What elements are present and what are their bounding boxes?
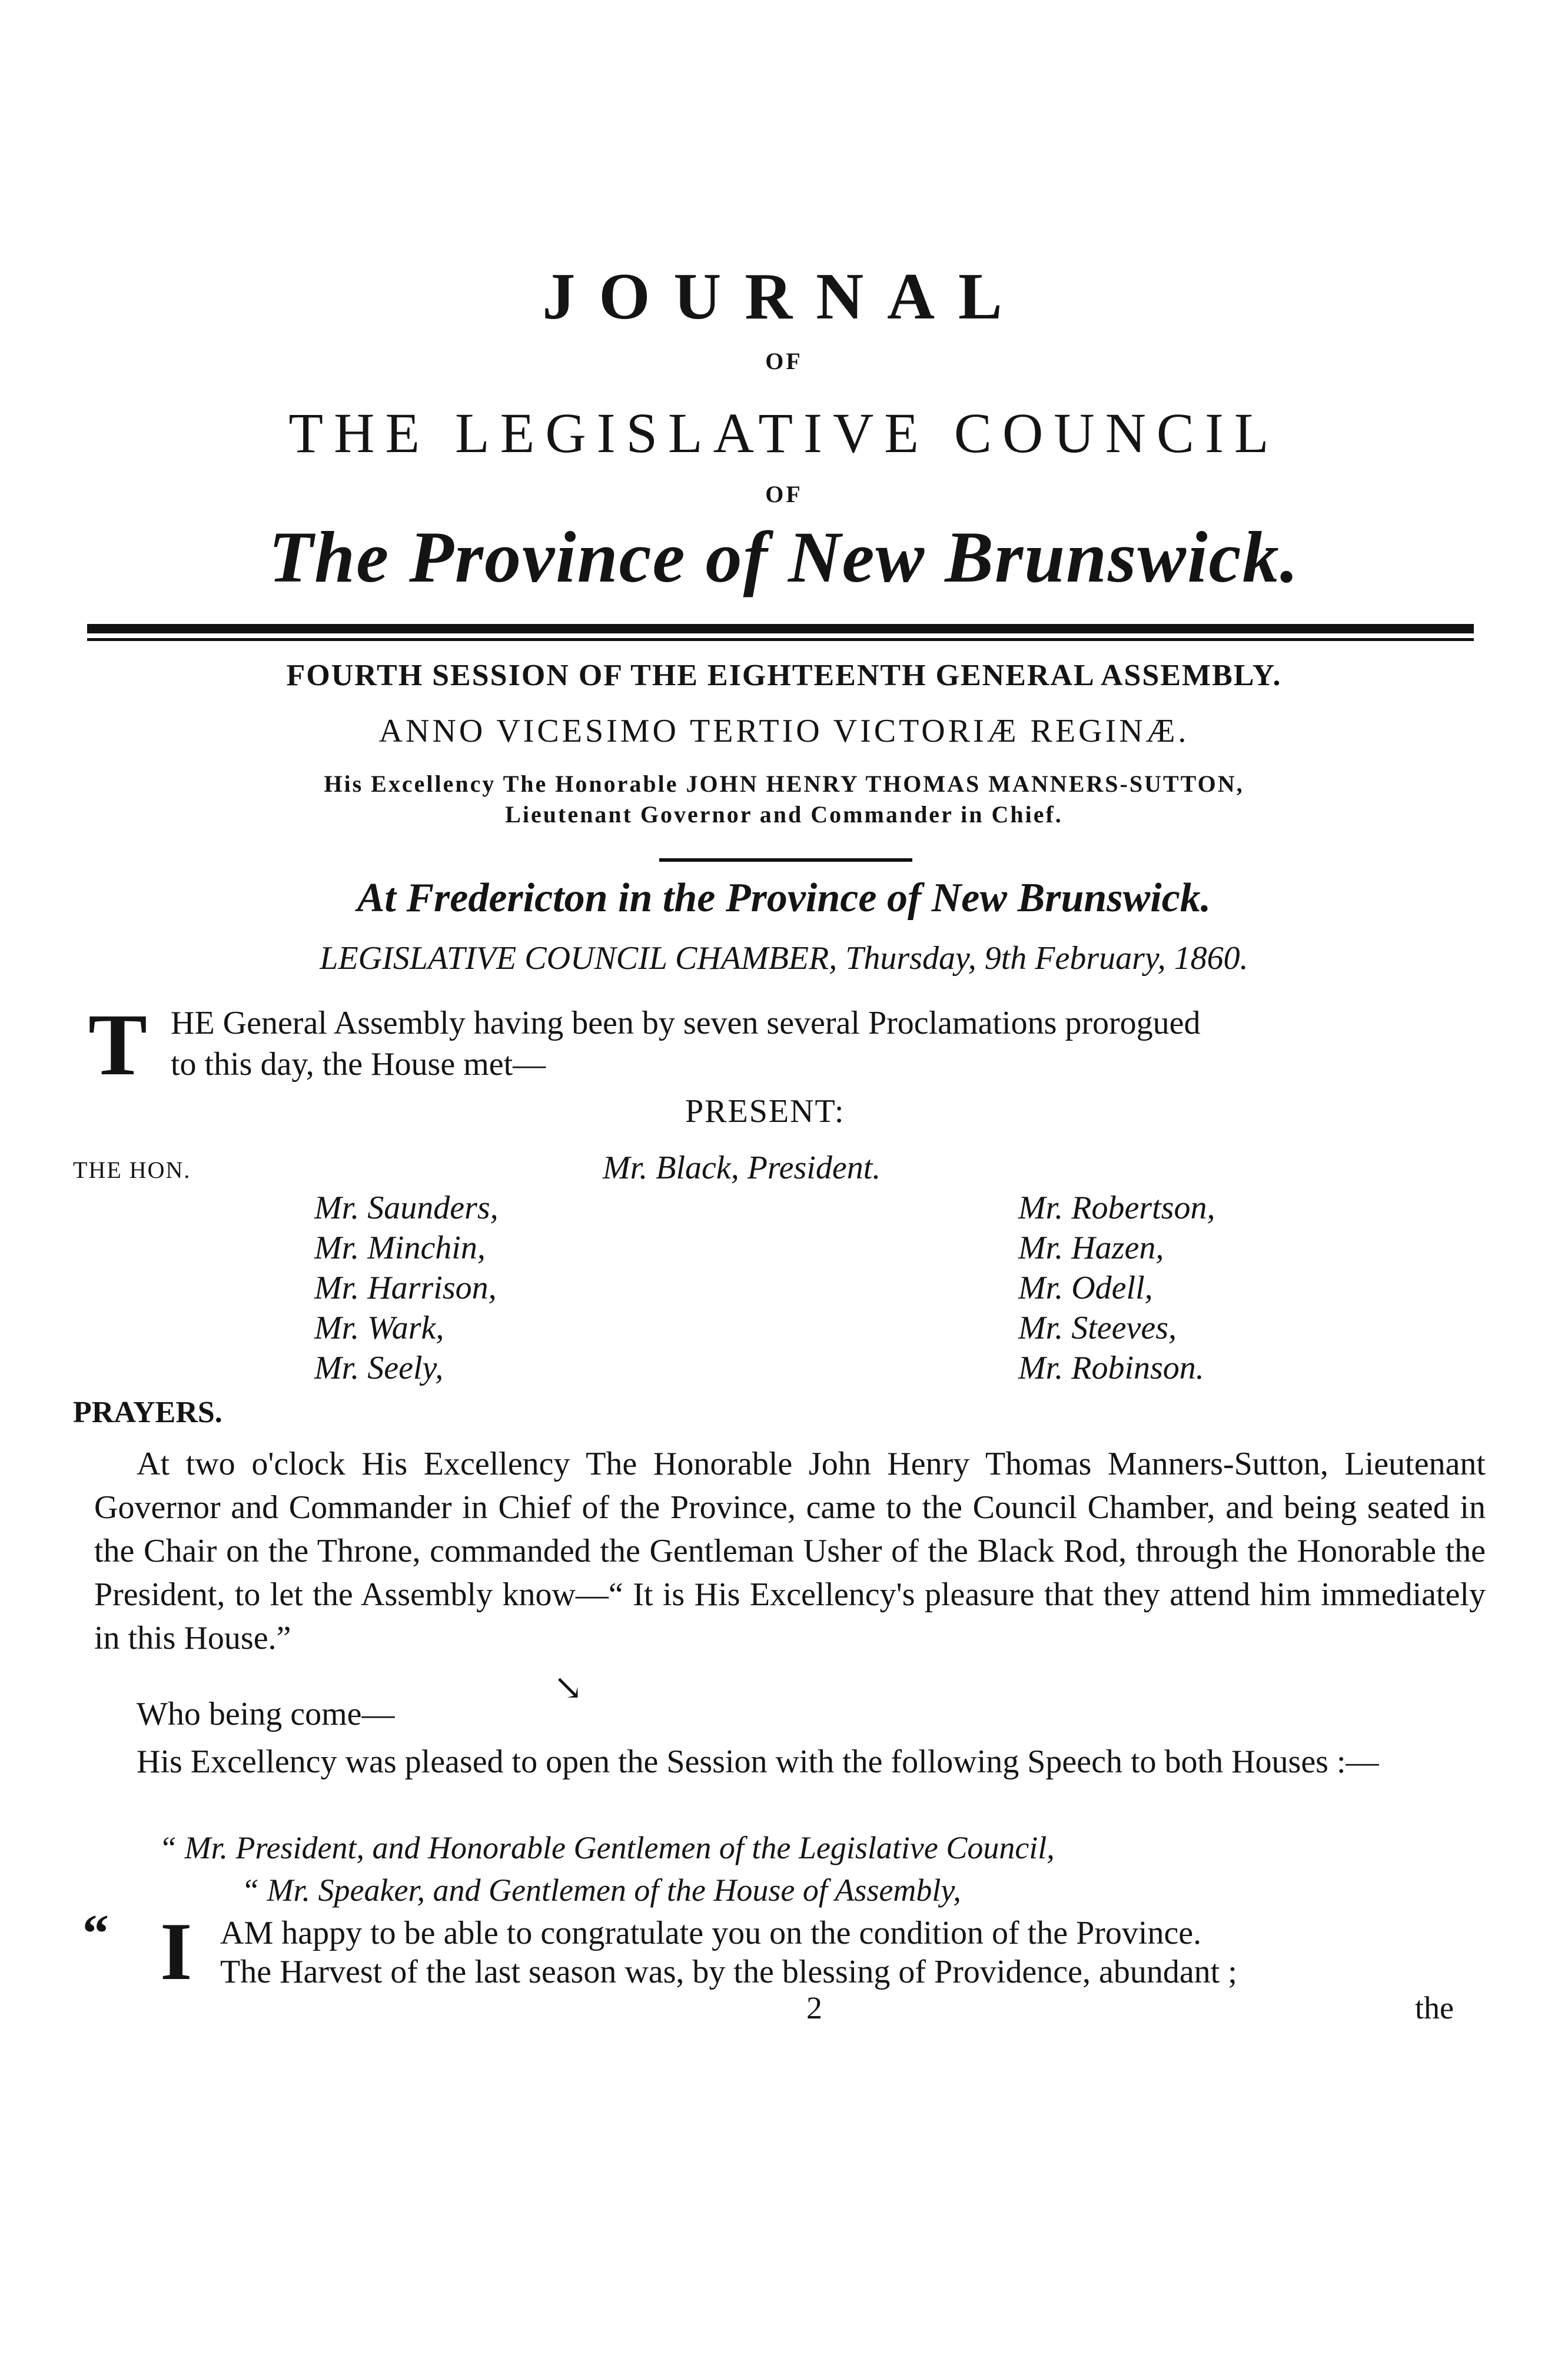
header-rule-thick xyxy=(87,624,1474,633)
printers-mark-icon: ↘ xyxy=(553,1668,583,1707)
member-name: Mr. Hazen, xyxy=(1018,1230,1164,1266)
council-title: THE LEGISLATIVE COUNCIL xyxy=(288,401,1280,464)
section-rule xyxy=(659,858,912,862)
body-paragraph-2: Who being come— xyxy=(137,1696,395,1732)
body-paragraph-1: At two o'clock His Excellency The Honorable John Henry Thomas Manners-Sutton, Lieutenant Governor and Commander in Chief of the Province, came to the Council Chamber, and being seated in the Chair on the Throne, commanded the Gentleman Usher of the Black Rod, through the Honorable the President, to let the Assembly know—“ It is His Excellency's pleasure that they attend him immediately in this House.” xyxy=(94,1446,1486,1656)
member-name: Mr. Saunders, xyxy=(314,1190,499,1226)
body-paragraph-3: His Excellency was pleased to open the Session with the following Speech to both Houses :— xyxy=(137,1744,1379,1780)
president-name: Mr. Black, President. xyxy=(603,1150,881,1186)
member-name: Mr. Wark, xyxy=(314,1310,444,1346)
chamber-dateline: LEGISLATIVE COUNCIL CHAMBER, Thursday, 9th February, 1860. xyxy=(320,940,1248,977)
session-title: FOURTH SESSION OF THE EIGHTEENTH GENERAL ASSEMBLY. xyxy=(286,659,1282,692)
anno-line: ANNO VICESIMO TERTIO VICTORIÆ REGINÆ. xyxy=(378,713,1190,749)
province-title: The Province of New Brunswick. xyxy=(268,517,1300,597)
members-left-column xyxy=(314,1188,499,1388)
member-name: Mr. Minchin, xyxy=(314,1230,486,1266)
speech-line-1: AM happy to be able to congratulate you on the condition of the Province. xyxy=(220,1915,1202,1951)
member-name: Mr. Steeves, xyxy=(1018,1310,1177,1346)
location-heading: At Fredericton in the Province of New Brunswick. xyxy=(357,875,1211,921)
present-heading: PRESENT: xyxy=(685,1093,845,1130)
prayers-heading: PRAYERS. xyxy=(73,1396,222,1429)
of-label-2: OF xyxy=(765,481,803,507)
opening-line-2: to this day, the House met— xyxy=(171,1046,546,1083)
of-label-1: OF xyxy=(765,348,803,374)
member-name: Mr. Seely, xyxy=(314,1350,444,1386)
member-name: Mr. Harrison, xyxy=(314,1270,497,1306)
address-council: “ Mr. President, and Honorable Gentlemen of the Legislative Council, xyxy=(159,1830,1055,1865)
excellency-line-2: Lieutenant Governor and Commander in Chief. xyxy=(505,801,1063,828)
opening-dropcap: T xyxy=(88,996,148,1094)
page-number: 2 xyxy=(806,1990,822,2026)
excellency-line-1: His Excellency The Honorable JOHN HENRY THOMAS MANNERS-SUTTON, xyxy=(324,771,1244,797)
the-hon-label: THE HON. xyxy=(73,1157,191,1183)
journal-title: JOURNAL xyxy=(542,260,1026,333)
header-rule-thin xyxy=(87,638,1474,641)
catchword: the xyxy=(1415,1990,1454,2026)
address-assembly: “ Mr. Speaker, and Gentlemen of the House of Assembly, xyxy=(241,1872,961,1908)
members-right-column xyxy=(1018,1188,1215,1388)
speech-open-quote: “ xyxy=(82,1904,109,1963)
member-name: Mr. Odell, xyxy=(1018,1270,1153,1306)
member-name: Mr. Robinson. xyxy=(1018,1350,1204,1386)
speech-line-2: The Harvest of the last season was, by the blessing of Providence, abundant ; xyxy=(220,1954,1237,1990)
member-name: Mr. Robertson, xyxy=(1018,1190,1215,1226)
speech-dropcap: I xyxy=(160,1906,192,1997)
opening-line-1: HE General Assembly having been by seven several Proclamations prorogued xyxy=(171,1005,1201,1041)
